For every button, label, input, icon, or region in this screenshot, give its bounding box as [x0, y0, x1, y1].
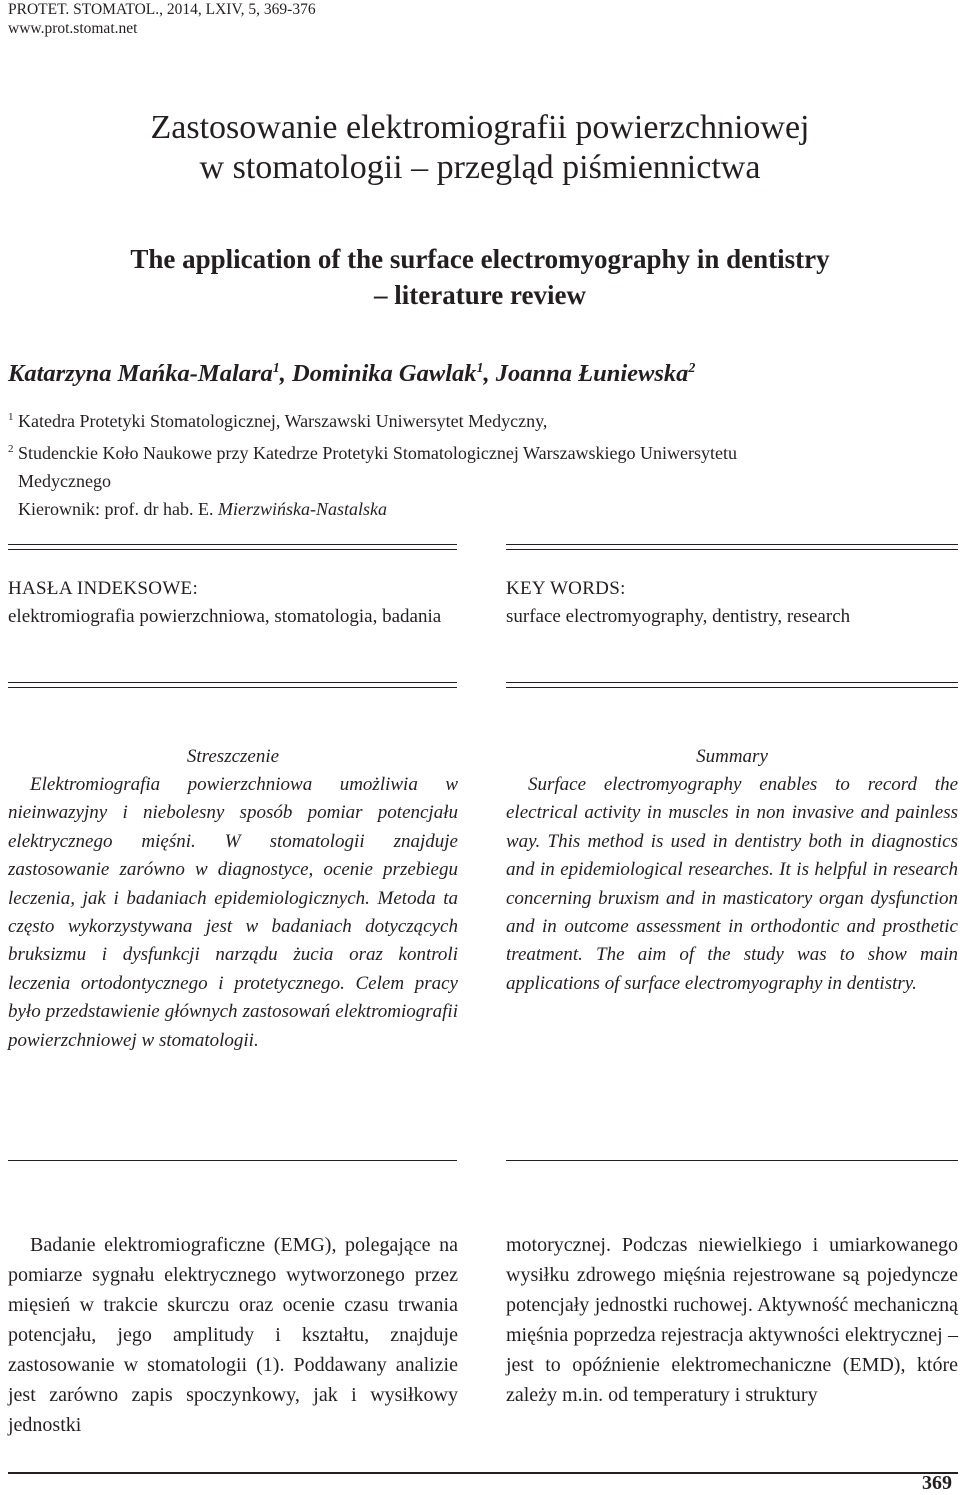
abstract-english-text: Surface electromyography enables to record the electrical activity in muscles in non invasive and painless way. This method is used in dentistry both in diagnostics and in epidemiological researches. It is helpful in research concerning bruxism and in masticatory organ dysfunction and in outcome assessment in orthodontic and prosthetic treatment. The aim of the study was to show main applications of surface electromyography in dentistry. [506, 774, 958, 994]
department-head-name: Mierzwińska-Nastalska [217, 499, 387, 519]
rule-bottom-right [506, 682, 958, 688]
author-separator: , [483, 360, 496, 387]
rule-abstract-left [8, 1160, 457, 1161]
affiliation-1: $^1$ Katedra Protetyki Stomatologicznej, Warszawski Uniwersytet Medyczny, [8, 411, 548, 431]
keywords-polish-heading: HASŁA INDEKSOWE: [8, 578, 199, 599]
author-affil-sup: 2 [688, 360, 696, 376]
author-name: Katarzyna Mańka-Malara [8, 360, 273, 387]
page-number: 369 [922, 1472, 952, 1494]
author-affil-sup: 1 [272, 360, 280, 376]
abstract-polish [8, 743, 458, 1055]
keywords-english-heading: KEY WORDS: [506, 578, 626, 599]
title-english-line2: – literature review [374, 280, 586, 310]
keywords-polish-text: elektromiografia powierzchniowa, stomatologia, badania [8, 606, 442, 627]
title-polish-line2: w stomatologii – przegląd piśmiennictwa [199, 149, 761, 186]
journal-header [8, 0, 316, 38]
abstract-polish-heading: Streszczenie [186, 746, 280, 767]
department-head: Kierownik: prof. dr hab. E. Mierzwińska-Nastalska [18, 499, 387, 519]
affiliations [8, 403, 958, 523]
rule-top-left [8, 544, 457, 550]
keywords-english-text: surface electromyography, dentistry, research [506, 606, 851, 627]
author-affil-sup: 1 [476, 360, 484, 376]
keywords-polish [8, 575, 458, 631]
body-column-right: motorycznej. Podczas niewielkiego i umiarkowanego wysiłku zdrowego mięśnia rejestrowane są pojedyncze potencjały jednostki ruchowej. Aktywność mechaniczną mięśnia poprzedza rejestracja aktywności elektrycznej – jest to opóźnienie elektromechaniczne (EMD), które zależy m.in. od temperatury i struktury [506, 1234, 958, 1406]
abstract-english-heading: Summary [696, 746, 768, 767]
rule-abstract-right [506, 1160, 958, 1161]
journal-url: www.prot.stomat.net [8, 20, 138, 37]
author-name: Dominika Gawlak [292, 360, 477, 387]
body-column-left: Badanie elektromiograficzne (EMG), polegające na pomiarze sygnału elektrycznego wytworzonego przez mięsień w trakcie skurczu oraz ocenie czasu trwania potencjału, jego amplitudy i kształtu, znajduje zastosowanie w stomatologii (1). Poddawany analizie jest zarówno zapis spoczynkowy, jak i wysiłkowy jednostki [8, 1234, 458, 1436]
rule-top-right [506, 544, 958, 550]
author-separator: , [279, 360, 293, 387]
abstract-polish-text: Elektromiografia powierzchniowa umożliwia w nieinwazyjny i niebolesny sposób pomiar potencjału elektrycznego mięśni. W stomatologii znajduje zastosowanie zarówno w diagnostyce, ocenie przebiegu leczenia, jak i badaniach epidemiologicznych. Metoda ta często wykorzystywana jest w badaniach dotyczących bruksizmu i dysfunkcji narządu żucia oraz kontroli leczenia ortodontycznego i protetycznego. Celem pracy było przedstawienie głównych zastosowań elektromiografii powierzchniowej w stomatologii. [8, 774, 458, 1051]
title-polish [0, 108, 960, 188]
title-english [0, 241, 960, 313]
title-polish-line1: Zastosowanie elektromiografii powierzchniowej [150, 109, 810, 146]
title-english-line1: The application of the surface electromyography in dentistry [130, 244, 830, 274]
affiliation-2: $^2$ Studenckie Koło Naukowe przy Katedrze Protetyki Stomatologicznej Warszawskiego Uniwersytetu [8, 443, 738, 463]
abstract-english [506, 743, 958, 998]
author-name: Joanna Łuniewska [495, 360, 689, 387]
affiliation-2-continued: Medycznego [18, 471, 111, 491]
journal-citation: PROTET. STOMATOL., 2014, LXIV, 5, 369-376 [8, 1, 316, 18]
footer-rule [8, 1472, 958, 1474]
rule-bottom-left [8, 682, 457, 688]
author-list [8, 360, 695, 388]
keywords-english [506, 575, 958, 631]
